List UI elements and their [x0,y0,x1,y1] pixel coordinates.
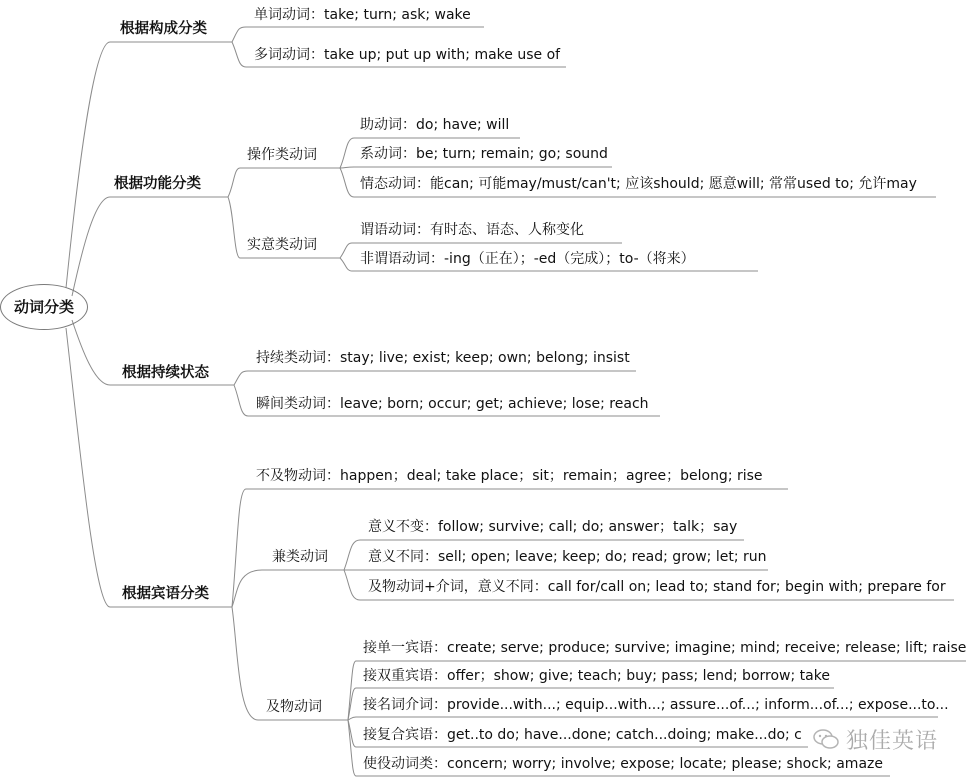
duration-item-2: 瞬间类动词：leave; born; occur; get; achieve; lose; reach [256,396,649,412]
transitive-item-3: 接名词介词：provide...with...; equip...with...; assure...of...; inform...of...; expose...to... [363,697,949,713]
function-notional-label: 实意类动词 [247,237,317,253]
operational-item-1: 助动词：do; have; will [360,117,510,133]
object-intransitive: 不及物动词：happen；deal; take place；sit；remain；agree；belong; rise [256,468,763,484]
connector-root-duration [72,320,110,385]
object-transitive-label: 及物动词 [266,699,322,715]
both-item-2: 意义不同：sell; open; leave; keep; do; read; grow; let; run [368,549,767,565]
notional-item-1: 谓语动词：有时态、语态、人称变化 [360,222,584,238]
connector-root-composition [66,42,110,288]
branch-composition-label: 根据构成分类 [120,21,207,37]
operational-item-3: 情态动词：能can; 可能may/must/can't; 应该should; 愿意will; 常常used to; 允许may [360,176,917,192]
wechat-logo-icon [812,728,840,750]
branch-duration-label: 根据持续状态 [122,365,209,381]
duration-item-1: 持续类动词：stay; live; exist; keep; own; belong; insist [256,350,630,366]
branch-function-label: 根据功能分类 [114,176,201,192]
operational-item-2: 系动词：be; turn; remain; go; sound [360,146,608,162]
function-operational-label: 操作类动词 [247,147,317,163]
connector-root-object [66,328,110,607]
transitive-item-5: 使役动词类：concern; worry; involve; expose; locate; please; shock; amaze [363,756,883,772]
notional-item-2: 非谓语动词：-ing（正在）；-ed（完成）；to-（将来） [360,251,695,267]
transitive-item-1: 接单一宾语：create; serve; produce; survive; imagine; mind; receive; release; lift; raise [363,640,967,656]
connector-root-function [72,197,110,296]
composition-item-1: 单词动词：take; turn; ask; wake [254,7,471,23]
composition-item-2: 多词动词：take up; put up with; make use of [254,47,561,63]
root-label: 动词分类 [13,298,74,316]
watermark [812,726,962,752]
branch-object-label: 根据宾语分类 [122,586,209,602]
both-item-3: 及物动词+介词，意义不同：call for/call on; lead to; stand for; begin with; prepare for [368,579,946,595]
transitive-item-4: 接复合宾语：get..to do; have...done; catch...doing; make...do; c [363,727,802,743]
transitive-item-2: 接双重宾语：offer；show; give; teach; buy; pass; lend; borrow; take [363,668,830,684]
both-item-1: 意义不变：follow; survive; call; do; answer；talk；say [368,519,738,535]
watermark-text: 独佳英语 [846,728,939,754]
object-both-label: 兼类动词 [272,549,328,565]
